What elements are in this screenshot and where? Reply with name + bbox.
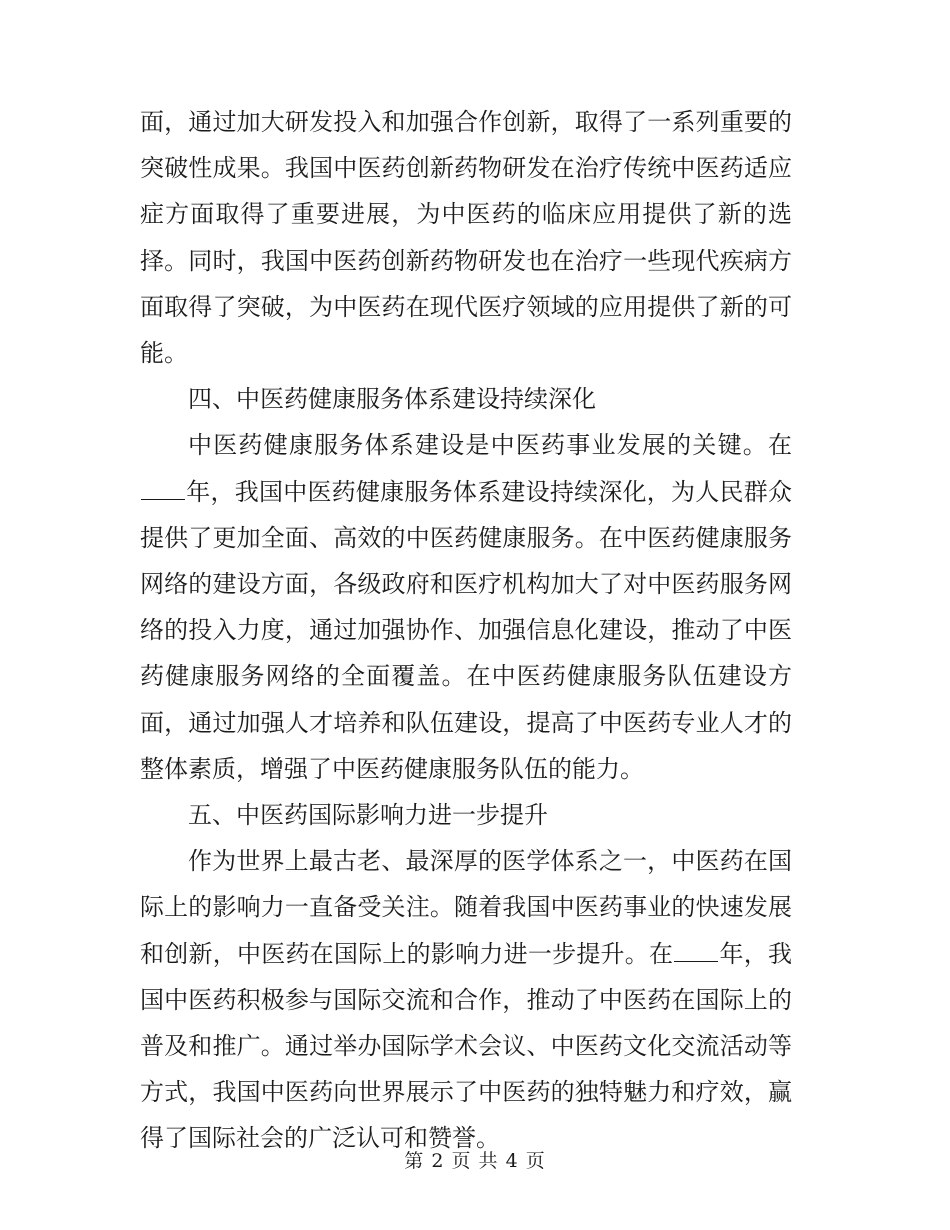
footer-current-page: 2 bbox=[431, 1150, 445, 1172]
document-body bbox=[140, 99, 792, 1162]
footer-prefix: 第 bbox=[404, 1150, 425, 1172]
heading-text: 四、中医药健康服务体系建设持续深化 bbox=[188, 385, 596, 414]
paragraph-text: 作为世界上最古老、最深厚的医学体系之一，中医药在国际上的影响力一直备受关注。随着我国中医药事业的快速发展和创新，中医药在国际上的影响力进一步提升。在 bbox=[140, 847, 792, 968]
section-heading-4 bbox=[140, 376, 792, 422]
year-blank bbox=[674, 935, 718, 961]
paragraph-continuation bbox=[140, 99, 792, 376]
paragraph-text: 年，我国中医药健康服务体系建设持续深化，为人民群众提供了更加全面、高效的中医药健康服务。在中医药健康服务网络的建设方面，各级政府和医疗机构加大了对中医药服务网络的投入力度，通过加强协作、加强信息化建设，推动了中医药健康服务网络的全面覆盖。在中医药健康服务队伍建设方面，通过加强人才培养和队伍建设，提高了中医药专业人才的整体素质，增强了中医药健康服务队伍的能力。 bbox=[140, 477, 792, 783]
footer-middle: 页 共 bbox=[451, 1150, 499, 1172]
paragraph-international bbox=[140, 838, 792, 1161]
section-heading-5 bbox=[140, 792, 792, 838]
paragraph-text: 年，我国中医药积极参与国际交流和合作，推动了中医药在国际上的普及和推广。通过举办国际学术会议、中医药文化交流活动等方式，我国中医药向世界展示了中医药的独特魅力和疗效，赢得了国际社会的广泛认可和赞誉。 bbox=[140, 939, 793, 1153]
footer-total-pages: 4 bbox=[505, 1150, 519, 1172]
paragraph-text: 中医药健康服务体系建设是中医药事业发展的关键。在 bbox=[188, 431, 792, 460]
footer-suffix: 页 bbox=[525, 1150, 546, 1172]
paragraph-health-service bbox=[140, 422, 792, 792]
paragraph-text: 面，通过加大研发投入和加强合作创新，取得了一系列重要的突破性成果。我国中医药创新药物研发在治疗传统中医药适应症方面取得了重要进展，为中医药的临床应用提供了新的选择。同时，我国中医药创新药物研发也在治疗一些现代疾病方面取得了突破，为中医药在现代医疗领域的应用提供了新的可能。 bbox=[140, 108, 792, 368]
heading-text: 五、中医药国际影响力进一步提升 bbox=[188, 801, 548, 830]
year-blank bbox=[141, 473, 185, 499]
page-footer bbox=[0, 1146, 950, 1173]
